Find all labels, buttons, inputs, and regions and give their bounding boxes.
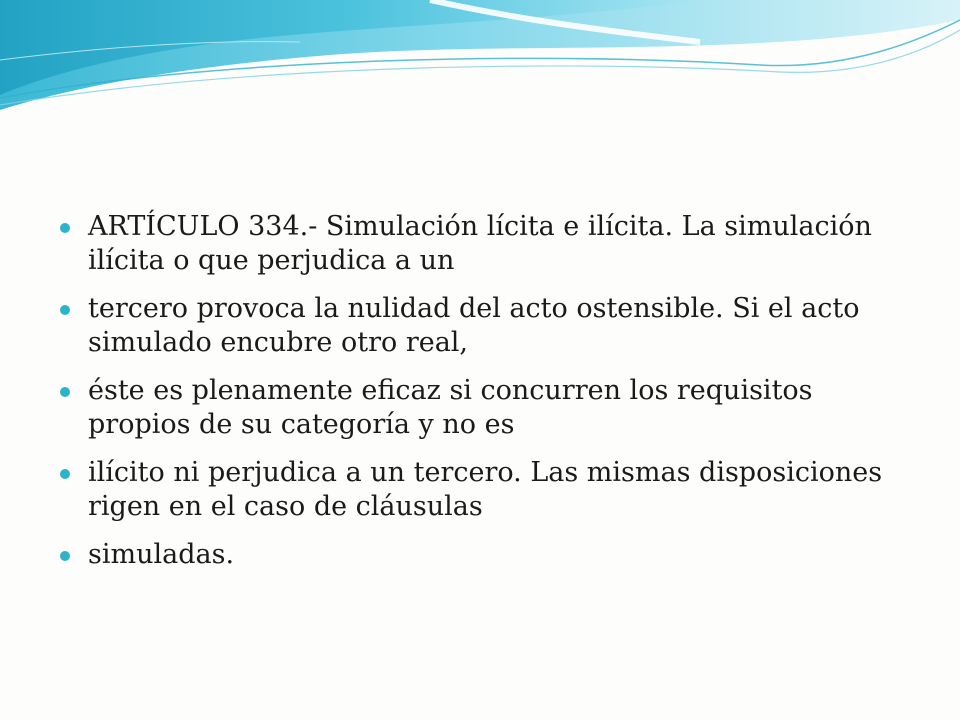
bullet-text: ARTÍCULO 334.- Simulación lícita e ilícita. La simulación ilícita o que perjudica a un — [88, 211, 872, 276]
bullet-item — [60, 210, 920, 278]
bullet-item — [60, 374, 920, 442]
bullet-dot-icon — [60, 469, 70, 479]
bullet-dot-icon — [60, 223, 70, 233]
bullet-dot-icon — [60, 387, 70, 397]
bullet-text: ilícito ni perjudica a un tercero. Las mismas disposiciones rigen en el caso de cláusulas — [88, 457, 883, 522]
bullet-list — [60, 210, 920, 572]
bullet-text: simuladas. — [88, 539, 235, 570]
bullet-item — [60, 538, 920, 572]
header-wave-decoration — [0, 0, 960, 130]
bullet-dot-icon — [60, 305, 70, 315]
slide-content — [60, 210, 920, 586]
bullet-item — [60, 292, 920, 360]
bullet-item — [60, 456, 920, 524]
bullet-dot-icon — [60, 551, 70, 561]
bullet-text: éste es plenamente eficaz si concurren los requisitos propios de su categoría y no es — [88, 375, 813, 440]
bullet-text: tercero provoca la nulidad del acto ostensible. Si el acto simulado encubre otro real, — [88, 293, 860, 358]
